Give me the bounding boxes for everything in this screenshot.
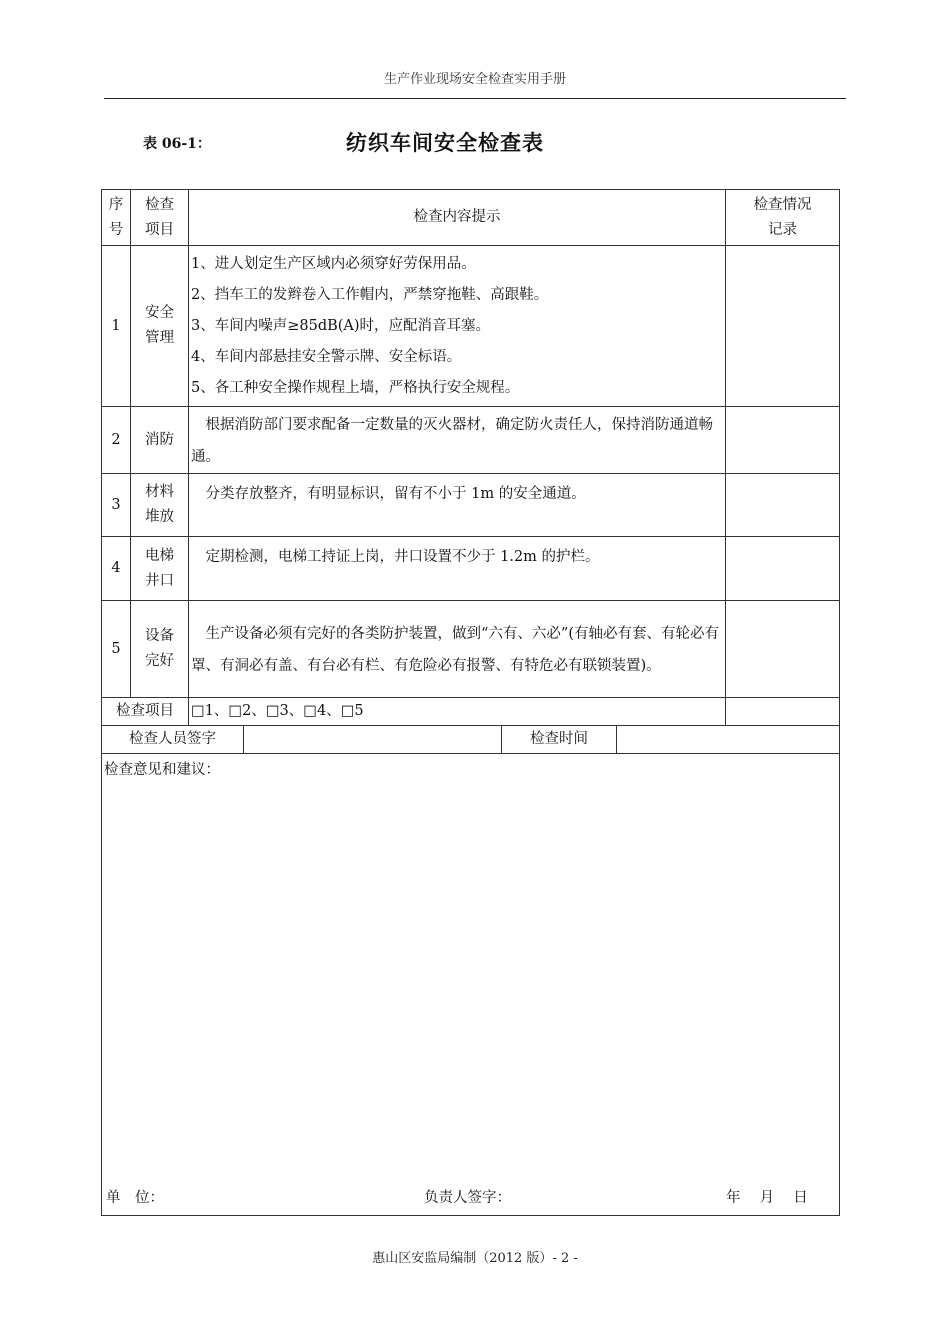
col-header-seq-line: 序	[108, 196, 124, 213]
row-seq: 5	[102, 601, 131, 698]
inspection-time-label: 检查时间	[502, 726, 617, 754]
table-row	[102, 537, 840, 601]
row-content	[189, 537, 726, 601]
leader-sign-label: 负责人签字：	[424, 1190, 511, 1206]
inspector-sign-label: 检查人员签字	[102, 726, 244, 754]
row-record[interactable]	[726, 537, 840, 601]
summary-row	[102, 698, 840, 726]
opinion-cell[interactable]	[102, 754, 840, 1216]
row-seq: 4	[102, 537, 131, 601]
summary-label: 检查项目	[102, 698, 189, 726]
opinion-label: 检查意见和建议：	[104, 762, 220, 778]
col-header-item	[131, 190, 189, 246]
col-header-item-line: 检查	[145, 196, 174, 213]
content-line: 1、进人划定生产区域内必须穿好劳保用品。	[191, 255, 476, 272]
row-content	[189, 407, 726, 474]
opinion-sign-row	[104, 1187, 839, 1211]
row-content	[189, 246, 726, 407]
row-content	[189, 601, 726, 698]
inspection-time-field[interactable]	[617, 726, 840, 754]
row-item	[131, 601, 189, 698]
row-item	[131, 407, 189, 474]
row-item-line: 设备	[145, 628, 174, 644]
row-item-line: 完好	[145, 653, 174, 669]
page-header: 生产作业现场安全检查实用手册	[383, 72, 566, 87]
page-footer: 惠山区安监局编制（2012 版）- 2 -	[372, 1251, 578, 1266]
content-line: 5、各工种安全操作规程上墙，严格执行安全规程。	[191, 379, 520, 396]
header-rule	[104, 98, 846, 99]
row-item-line: 堆放	[145, 509, 174, 525]
summary-checkboxes[interactable]: □1、□2、□3、□4、□5	[189, 698, 726, 726]
table-number: 表 06-1：	[143, 136, 211, 152]
content-line: 3、车间内噪声≥85dB(A)时，应配消音耳塞。	[191, 317, 491, 334]
date-label: 年 月 日	[726, 1190, 808, 1206]
col-header-record	[726, 190, 840, 246]
table-header-row	[102, 190, 840, 246]
col-header-content: 检查内容提示	[189, 190, 726, 246]
content-text: 根据消防部门要求配备一定数量的灭火器材，确定防火责任人，保持消防通道畅通。	[191, 417, 713, 465]
row-seq: 2	[102, 407, 131, 474]
row-item-line: 材料	[145, 484, 174, 500]
col-header-item-line: 项目	[145, 221, 174, 238]
content-text: 定期检测，电梯工持证上岗，井口设置不少于 1.2m 的护栏。	[205, 549, 600, 565]
content-text: 分类存放整齐，有明显标识，留有不小于 1m 的安全通道。	[205, 486, 586, 502]
row-item-line: 消防	[145, 431, 174, 448]
table-row	[102, 474, 840, 537]
row-item-line: 管理	[145, 330, 174, 346]
row-record[interactable]	[726, 407, 840, 474]
col-header-seq-line: 号	[108, 221, 124, 238]
table-row	[102, 601, 840, 698]
row-record[interactable]	[726, 601, 840, 698]
row-seq: 3	[102, 474, 131, 537]
content-text: 生产设备必须有完好的各类防护装置，做到“六有、六必”(有轴必有套、有轮必有罩、有洞必有盖、有台必有栏、有危险必有报警、有特危必有联锁装置)。	[191, 626, 719, 674]
table-row	[102, 246, 840, 407]
unit-label: 单 位：	[106, 1190, 164, 1206]
inspector-sign-field[interactable]	[244, 726, 502, 754]
row-record[interactable]	[726, 246, 840, 407]
document-title: 纺织车间安全检查表	[346, 130, 544, 155]
content-line: 2、挡车工的发辫卷入工作帽内，严禁穿拖鞋、高跟鞋。	[191, 286, 549, 303]
row-content	[189, 474, 726, 537]
row-item	[131, 474, 189, 537]
row-item-line: 安全	[145, 305, 174, 321]
inspection-table	[101, 189, 840, 1216]
row-item-line: 电梯	[145, 547, 174, 564]
row-item	[131, 537, 189, 601]
row-item-line: 井口	[145, 572, 174, 589]
table-row	[102, 407, 840, 474]
row-record[interactable]	[726, 474, 840, 537]
summary-record[interactable]	[726, 698, 840, 726]
col-header-seq	[102, 190, 131, 246]
row-seq: 1	[102, 246, 131, 407]
content-line: 4、车间内部悬挂安全警示牌、安全标语。	[191, 348, 462, 365]
row-item	[131, 246, 189, 407]
col-header-record-line: 检查情况	[753, 196, 812, 213]
sign-row	[102, 726, 840, 754]
opinion-row	[102, 754, 840, 1216]
col-header-record-line: 记录	[768, 221, 797, 238]
